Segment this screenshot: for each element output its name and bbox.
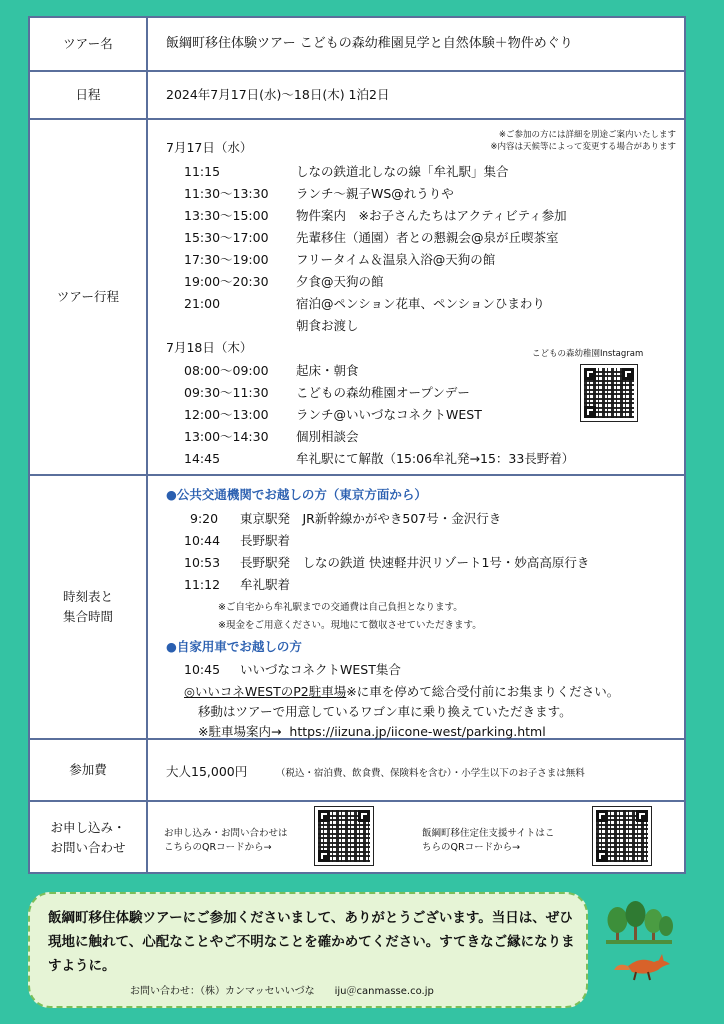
public-time-0: 9:20 xyxy=(190,511,219,526)
timetable-label xyxy=(30,476,148,738)
day1-desc-1: ランチ〜親子WS@れうりや xyxy=(296,186,454,201)
tour-name-row xyxy=(30,18,684,72)
trees-fox-illustration xyxy=(600,900,684,990)
day1-time-0: 11:15 xyxy=(184,164,221,179)
day2-time-0: 08:00〜09:00 xyxy=(184,363,269,378)
day2-desc-2: ランチ@いいづなコネクトWEST xyxy=(296,407,482,422)
day1-desc-4: フリータイム＆温泉入浴@天狗の館 xyxy=(296,252,496,267)
day1-desc-5: 夕食@天狗の館 xyxy=(296,274,384,289)
fox-icon xyxy=(614,954,670,980)
car-parking-line xyxy=(184,684,619,700)
public-desc-3: 牟礼駅着 xyxy=(240,577,291,592)
day2-time-2: 12:00〜13:00 xyxy=(184,407,269,422)
car-wagon-line: 移動はツアーで用意しているワゴン車に乗り換えていただきます。 xyxy=(198,704,572,719)
public-transport-title: ●公共交通機関でお越しの方（東京方面から） xyxy=(166,487,427,502)
day2-time-1: 09:30〜11:30 xyxy=(184,385,269,400)
day1-desc-3: 先輩移住（通園）者との懇親会@泉が丘喫茶室 xyxy=(296,230,559,245)
day1-time-1: 11:30〜13:30 xyxy=(184,186,269,201)
fee-detail: （税込・宿泊費、飲食費、保険料を含む）・小学生以下のお子さまは無料 xyxy=(276,768,585,779)
public-note-1: ※ご自宅から牟礼駅までの交通費は自己負担となります。 xyxy=(218,602,463,613)
public-time-2: 10:53 xyxy=(184,555,221,570)
thank-you-message: 飯綱町移住体験ツアーにご参加くださいまして、ありがとうございます。当日は、ぜひ現地に触れて、心配なことやご不明なことを確かめてください。すてきなご縁になりますように。 xyxy=(48,910,575,974)
instagram-qr-code[interactable] xyxy=(580,364,638,422)
fee-amount: 大人15,000円 xyxy=(166,764,248,779)
support-site-qr-code[interactable] xyxy=(592,806,652,866)
day1-desc-0: しなの鉄道北しなの線「牟礼駅」集合 xyxy=(296,164,509,179)
public-note-2: ※現金をご用意ください。現地にて徴収させていただきます。 xyxy=(218,620,482,631)
instagram-qr-caption: こどもの森幼稚園Instagram xyxy=(532,349,644,359)
day1-time-2: 13:30〜15:00 xyxy=(184,208,269,223)
itinerary-note-2: ※内容は天候等によって変更する場合があります xyxy=(490,142,676,152)
parking-url-link[interactable]: https://iizuna.jp/iicone-west/parking.html xyxy=(289,724,546,739)
public-desc-2: 長野駅発 しなの鉄道 快速軽井沢リゾート1号・妙高高原行き xyxy=(240,555,590,570)
apply-label-line2: お問い合わせ xyxy=(50,840,126,855)
support-site-line2: ちらのQRコードから→ xyxy=(422,842,521,853)
apply-left-line2: こちらのQRコードから→ xyxy=(164,842,272,853)
day1-desc-7: 朝食お渡し xyxy=(296,318,359,333)
support-site-line1: 飯綱町移住定住支援サイトはこ xyxy=(422,828,555,839)
day2-desc-1: こどもの森幼稚園オープンデー xyxy=(296,385,470,400)
day2-time-3: 13:00〜14:30 xyxy=(184,429,269,444)
day1-desc-2: 物件案内 ※お子さんたちはアクティビティ参加 xyxy=(296,208,567,223)
fee-row xyxy=(30,740,684,802)
day1-desc-6: 宿泊@ペンション花車、ペンションひまわり xyxy=(296,296,545,311)
parking-area-underlined: ◎いいコネWESTのP2駐車場 xyxy=(184,684,347,699)
car-parking-link-line xyxy=(198,724,546,740)
itinerary-label: ツアー行程 xyxy=(30,120,148,474)
itinerary-row xyxy=(30,120,684,476)
apply-qr-code[interactable] xyxy=(314,806,374,866)
fee-label: 参加費 xyxy=(30,740,148,800)
timetable-label-line1: 時刻表と xyxy=(62,589,113,604)
day1-time-5: 19:00〜20:30 xyxy=(184,274,269,289)
public-time-1: 10:44 xyxy=(184,533,221,548)
timetable-label-line2: 集合時間 xyxy=(62,609,113,624)
public-desc-0: 東京駅発 JR新幹線かがやき507号・金沢行き xyxy=(240,511,502,526)
day2-desc-3: 個別相談会 xyxy=(296,429,359,444)
itinerary-note-1: ※ご参加の方には詳細を別途ご案内いたします xyxy=(498,130,676,140)
tree-icon xyxy=(606,901,673,944)
day1-time-4: 17:30〜19:00 xyxy=(184,252,269,267)
timetable-row xyxy=(30,476,684,740)
car-title: ●自家用車でお越しの方 xyxy=(166,639,302,654)
day2-time-4: 14:45 xyxy=(184,451,221,466)
day1-time-3: 15:30〜17:00 xyxy=(184,230,269,245)
public-desc-1: 長野駅着 xyxy=(240,533,291,548)
dates-label: 日程 xyxy=(30,72,148,118)
contact-info: お問い合わせ：（株）カンマッセいいづな iju＠canmasse.co.jp xyxy=(130,986,434,997)
public-time-3: 11:12 xyxy=(184,577,221,592)
day1-title: 7月17日（水） xyxy=(166,140,253,155)
thank-you-message-box xyxy=(28,892,588,1008)
car-time: 10:45 xyxy=(184,662,221,677)
apply-label-line1: お申し込み・ xyxy=(50,820,126,835)
car-parking-rest: ※に車を停めて総合受付前にお集まりください。 xyxy=(346,684,620,699)
apply-label xyxy=(30,802,148,874)
car-desc: いいづなコネクトWEST集合 xyxy=(240,662,401,677)
day2-desc-4: 牟礼駅にて解散（15:06牟礼発→15：33長野着） xyxy=(296,451,575,466)
tour-name-value: 飯綱町移住体験ツアー こどもの森幼稚園見学と自然体験＋物件めぐり xyxy=(166,36,573,51)
apply-left-line1: お申し込み・お問い合わせは xyxy=(164,828,288,839)
parking-guide-label: ※駐車場案内→ xyxy=(198,724,282,739)
day1-time-6: 21:00 xyxy=(184,296,221,311)
day2-title: 7月18日（木） xyxy=(166,340,253,355)
day2-desc-0: 起床・朝食 xyxy=(296,363,359,378)
tour-info-table xyxy=(28,16,686,874)
apply-row xyxy=(30,802,684,874)
tour-name-label: ツアー名 xyxy=(30,18,148,70)
dates-value: 2024年7月17日(水)〜18日(木) 1泊2日 xyxy=(166,87,390,102)
dates-row xyxy=(30,72,684,120)
